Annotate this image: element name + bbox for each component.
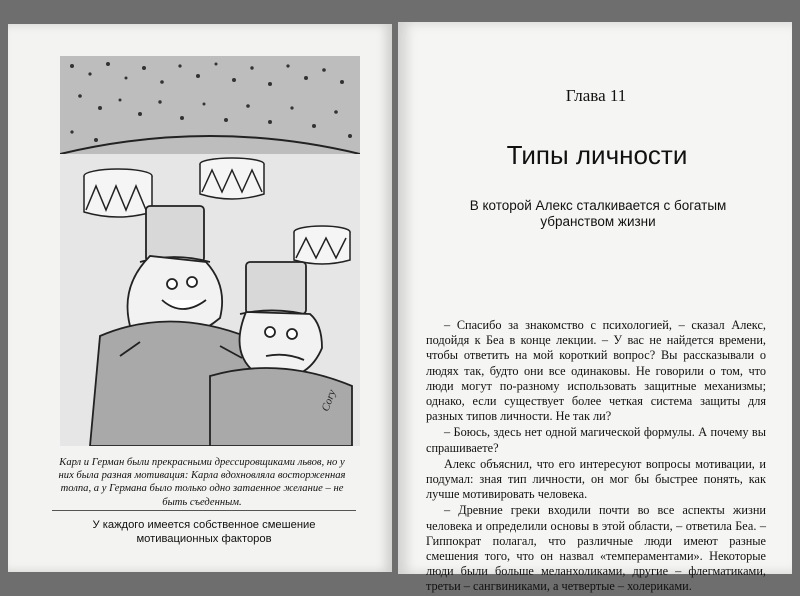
body-text [426,318,766,596]
cartoon-caption: Карл и Герман были прекрасными дрессировщиками львов, но у них была разная мотивация: Карла вдохновляла восторженная толпа, а у Германа было только одно затаенное желание – не быть съеденным. [58,457,346,508]
artist-signature: Cory [319,388,339,414]
paragraph: – Древние греки входили почти во все аспекты жизни человека и определили основы в этой области, – ответила Беа. – Гиппократ полагал, что различные люди имеют разные смешения того, что он назвал «темпераментами». Некоторые люди были больше меланхоликами, другие – флегматиками, третьи – сангвиниками, а четвертые – холериками. [426,503,766,594]
paragraph: – Спасибо за знакомство с психологией, – сказал Алекс, подойдя к Беа в конце лекции. – У вас не найдется времени, чтобы ответить на мой короткий вопрос? Вы рассказывали о людях так, будто они все одинаковы. Не говорили о том, что люди могут по-разному использовать защитные механизмы; однако, если существует более четкая система защиты для разных типов личности. Не так ли? [426,318,766,424]
cartoon-illustration [60,56,360,446]
caption-divider [52,510,356,511]
chapter-number: Глава 11 [565,86,627,105]
figure-subcaption: У каждого имеется собственное смешение мотивационных факторов [92,519,316,545]
paragraph: Алекс объяснил, что его интересуют вопросы мотивации, и подумал: зная тип личности, он мог бы быстрее понять, как лучше мотивировать человека. [426,456,766,502]
paragraph: – Боюсь, здесь нет одной магической формулы. А почему вы спрашиваете? [426,425,766,455]
chapter-subtitle: В которой Алекс сталкивается с богатым убранством жизни [469,198,727,229]
left-page [8,24,392,572]
right-page [398,22,792,594]
chapter-title: Типы личности [506,140,688,170]
